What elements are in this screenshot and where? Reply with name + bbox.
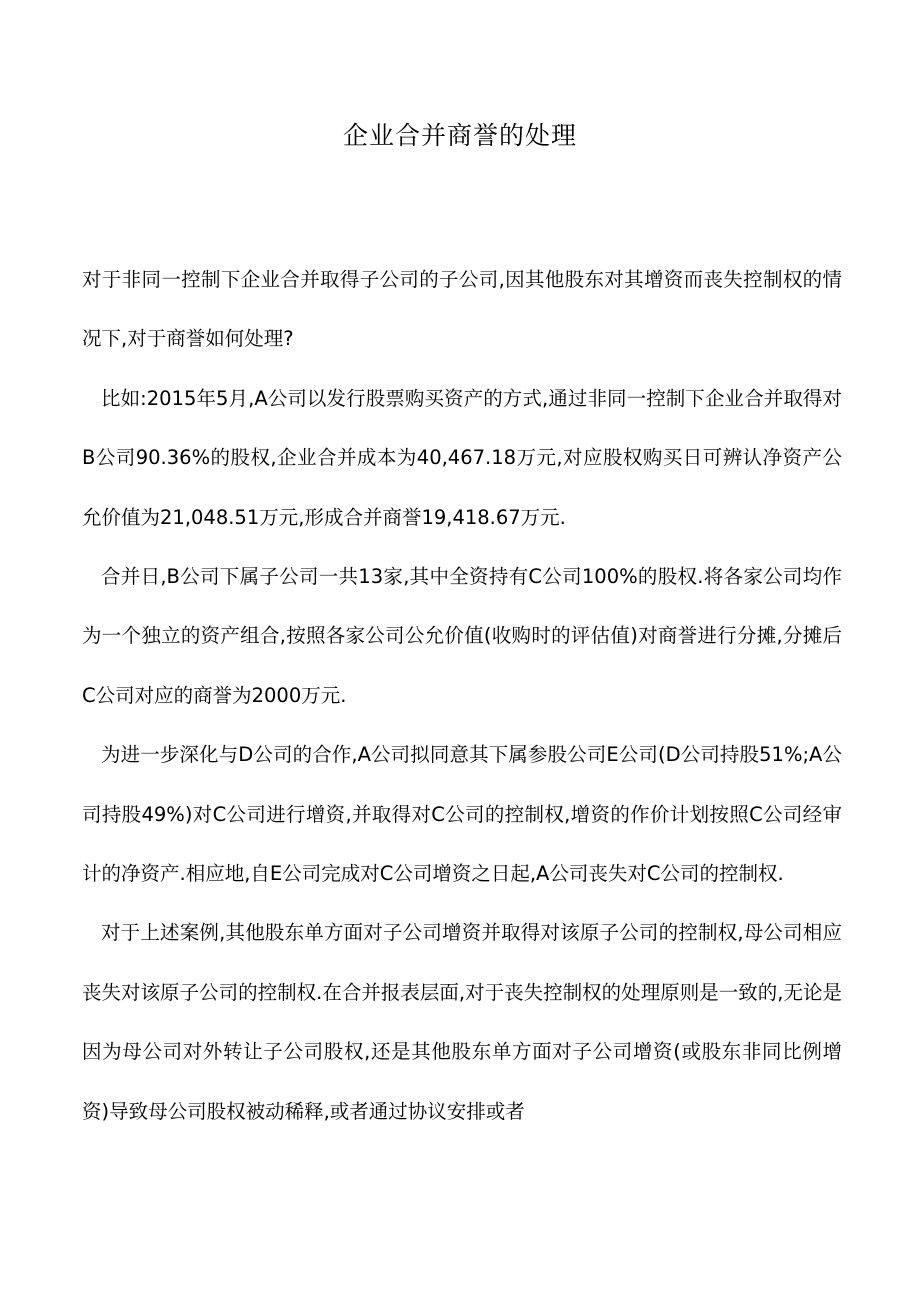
paragraph-capital-increase: 为进一步深化与D公司的合作,A公司拟同意其下属参股公司E公司(D公司持股51%;A公司持股49%)对C公司进行增资,并取得对C公司的控制权,增资的作价计划按照C公司经审计的净资产.相应地,自E公司完成对C公司增资之日起,A公司丧失对C公司的控制权. <box>82 743 842 886</box>
document-body <box>82 250 842 1141</box>
paragraph-example: 比如:2015年5月,A公司以发行股票购买资产的方式,通过非同一控制下企业合并取得对B公司90.36%的股权,企业合并成本为40,467.18万元,对应股权购买日可辨认净资产公允价值为21,048.51万元,形成合并商誉19,418.67万元. <box>82 386 842 529</box>
paragraph-analysis: 对于上述案例,其他股东单方面对子公司增资并取得对该原子公司的控制权,母公司相应丧失对该原子公司的控制权.在合并报表层面,对于丧失控制权的处理原则是一致的,无论是因为母公司对外转让子公司股权,还是其他股东单方面对子公司增资(或股东非同比例增资)导致母公司股权被动稀释,或者通过协议安排或者 <box>82 921 842 1123</box>
paragraph-merger-date: 合并日,B公司下属子公司一共13家,其中全资持有C公司100%的股权.将各家公司均作为一个独立的资产组合,按照各家公司公允价值(收购时的评估值)对商誉进行分摊,分摊后C公司对应的商誉为2000万元. <box>82 565 842 707</box>
document-title: 企业合并商誉的处理 <box>342 121 577 150</box>
paragraph-question: 对于非同一控制下企业合并取得子公司的子公司,因其他股东对其增资而丧失控制权的情况下,对于商誉如何处理? <box>82 268 842 351</box>
